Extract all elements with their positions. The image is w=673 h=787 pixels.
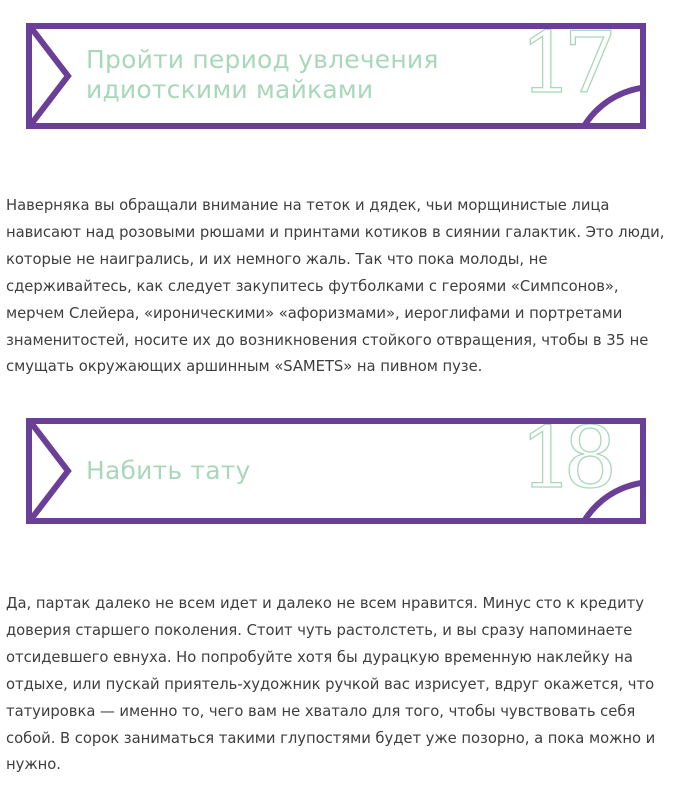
section-number: 18 [520, 418, 607, 507]
section-18-banner [26, 418, 646, 524]
section-title: Набить тату [86, 456, 251, 485]
section-number: 17 [520, 23, 607, 112]
section-title: Пройти период увлечения идиотскими майками [86, 45, 439, 104]
section-17-banner [26, 23, 646, 129]
chevron-decoration [32, 424, 68, 518]
section-17-paragraph: Наверняка вы обращали внимание на теток и дядек, чьи морщинистые лица нависают над розовыми рюшами и принтами котиков в сиянии галактик. Это люди, которые не наигрались, и их немного жаль. Так что пока молоды, не сдерживайтесь, как следует закупитесь футболками с героями «Симпсонов», мерчем Слейера, «ироническими» «афоризмами», иероглифами и портретами знаменитостей, носите их до возникновения стойкого отвращения, чтобы в 35 не смущать окружающих аршинным «SAMETS» на пивном пузе. [6, 197, 665, 376]
chevron-decoration [32, 29, 68, 123]
section-18-paragraph: Да, партак далеко не всем идет и далеко не всем нравится. Минус сто к кредиту доверия старшего поколения. Стоит чуть растолстеть, и вы сразу напоминаете отсидевшего евнуха. Но попробуйте хотя бы дурацкую временную наклейку на отдыхе, или пускай приятель-художник ручкой вас изрисует, вдруг окажется, что татуировка — именно то, чего вам не хватало для того, чтобы чувствовать себя собой. В сорок заниматься такими глупостями будет уже позорно, а пока можно и нужно. [6, 595, 656, 774]
